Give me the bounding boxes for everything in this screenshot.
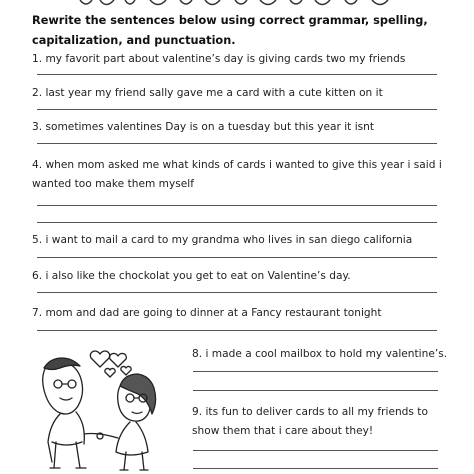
question-9: 9. its fun to deliver cards to all my friends to show them that i care about they! (192, 406, 428, 437)
question-4: 4. when mom asked me what kinds of cards i wanted to give this year i said i wanted too make them myself (32, 159, 442, 190)
answer-line-2[interactable] (37, 109, 437, 110)
question-5: 5. i want to mail a card to my grandma who lives in san diego california (32, 234, 413, 246)
answer-line-9b[interactable] (193, 468, 438, 469)
answer-line-8b[interactable] (193, 390, 438, 391)
decorative-title-art (0, 0, 474, 10)
question-6: 6. i also like the chockolat you get to eat on Valentine’s day. (32, 270, 351, 282)
instructions-heading: Rewrite the sentences below using correct grammar, spelling, capitalization, and punctuation. (32, 14, 428, 47)
question-8: 8. i made a cool mailbox to hold my valentine’s. (192, 348, 448, 360)
answer-line-7[interactable] (37, 330, 437, 331)
answer-line-4a[interactable] (37, 205, 437, 206)
answer-line-3[interactable] (37, 143, 437, 144)
couple-holding-hands-with-hearts-icon (30, 346, 180, 474)
answer-line-4b[interactable] (37, 222, 437, 223)
question-7: 7. mom and dad are going to dinner at a Fancy restaurant tonight (32, 307, 382, 319)
answer-line-9a[interactable] (193, 450, 438, 451)
answer-line-5[interactable] (37, 257, 437, 258)
question-3: 3. sometimes valentines Day is on a tuesday but this year it isnt (32, 121, 375, 133)
question-1: 1. my favorit part about valentine’s day is giving cards two my friends (32, 53, 406, 65)
answer-line-8a[interactable] (193, 371, 438, 372)
answer-line-1[interactable] (37, 74, 437, 75)
answer-line-6[interactable] (37, 292, 437, 293)
question-2: 2. last year my friend sally gave me a card with a cute kitten on it (32, 87, 383, 99)
